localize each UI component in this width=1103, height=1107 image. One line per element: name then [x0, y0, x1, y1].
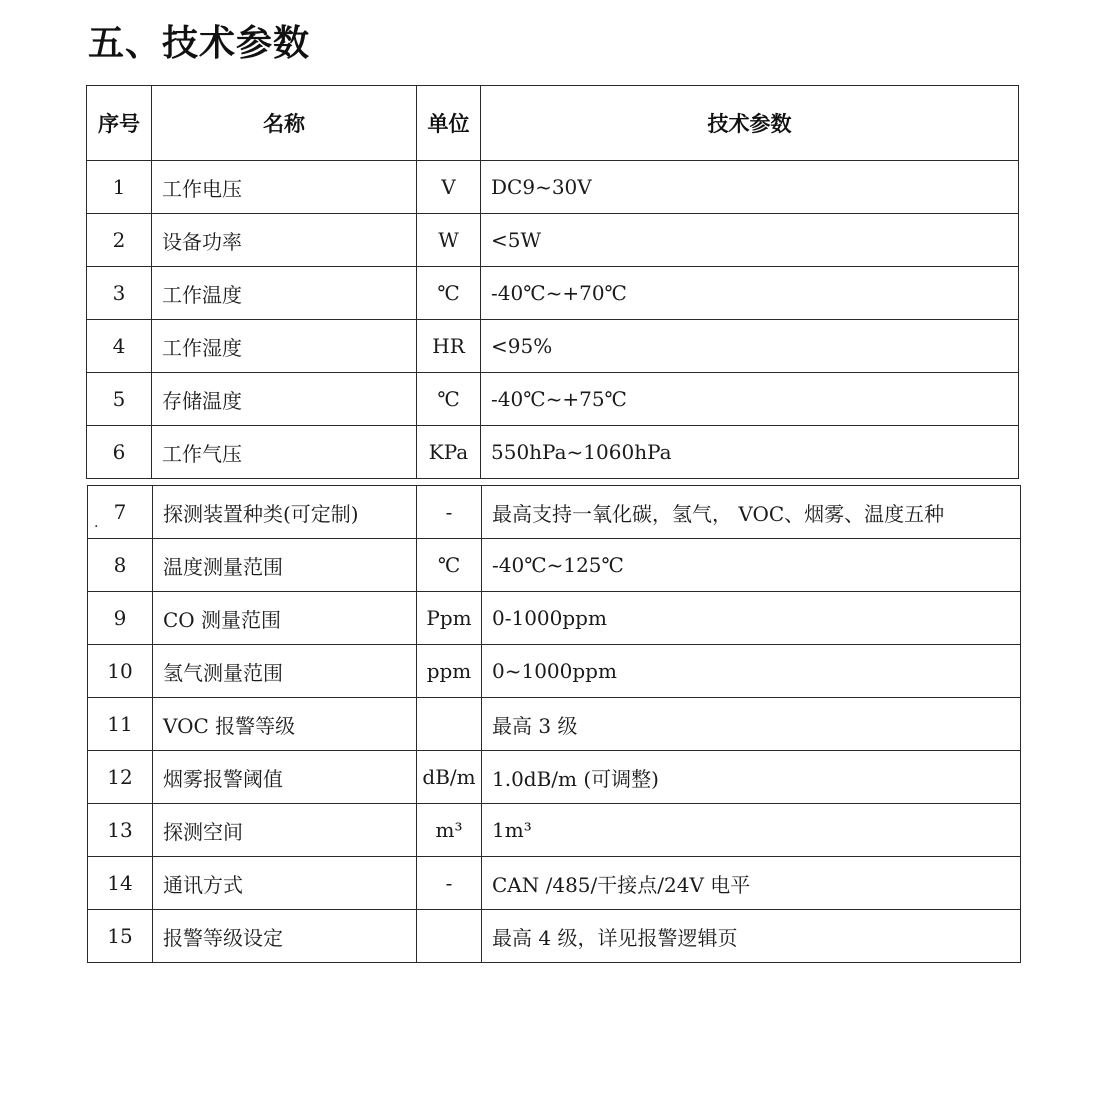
row-name: 探测空间 [153, 804, 417, 857]
stray-dot-mark: . [94, 515, 99, 531]
section-title: 五、技术参数 [88, 23, 311, 64]
row-param: -40℃~+75℃ [481, 373, 1019, 426]
row-number: 13 [88, 804, 153, 857]
header-param: 技术参数 [481, 86, 1019, 161]
row-number: 14 [88, 857, 153, 910]
row-number: 9 [88, 592, 153, 645]
row-number: 4 [87, 320, 152, 373]
table-header-row [87, 86, 1019, 161]
table-row [88, 857, 1021, 910]
row-unit [417, 698, 482, 751]
row-unit: ℃ [417, 267, 481, 320]
row-number: 11 [88, 698, 153, 751]
row-name: 报警等级设定 [153, 910, 417, 963]
row-name: 通讯方式 [153, 857, 417, 910]
row-name: 工作温度 [152, 267, 417, 320]
row-unit: W [417, 214, 481, 267]
header-name: 名称 [152, 86, 417, 161]
row-name: 工作气压 [152, 426, 417, 479]
row-unit: m³ [417, 804, 482, 857]
row-unit: - [417, 857, 482, 910]
row-number: 15 [88, 910, 153, 963]
row-param: CAN /485/干接点/24V 电平 [482, 857, 1021, 910]
row-name: 氢气测量范围 [153, 645, 417, 698]
row-name: CO 测量范围 [153, 592, 417, 645]
row-name: 烟雾报警阈值 [153, 751, 417, 804]
table-row [88, 804, 1021, 857]
row-name: 温度测量范围 [153, 539, 417, 592]
row-unit: ℃ [417, 373, 481, 426]
table-row [87, 426, 1019, 479]
row-number: 2 [87, 214, 152, 267]
row-name: VOC 报警等级 [153, 698, 417, 751]
row-param: <5W [481, 214, 1019, 267]
table-row [88, 751, 1021, 804]
row-param: 最高 4 级，详见报警逻辑页 [482, 910, 1021, 963]
row-number: 1 [87, 161, 152, 214]
row-param: 1.0dB/m (可调整) [482, 751, 1021, 804]
row-name: 工作湿度 [152, 320, 417, 373]
table-row [87, 373, 1019, 426]
row-unit: V [417, 161, 481, 214]
row-number: 8 [88, 539, 153, 592]
row-unit: KPa [417, 426, 481, 479]
row-unit: - [417, 486, 482, 539]
row-param: 0-1000ppm [482, 592, 1021, 645]
row-param: 0~1000ppm [482, 645, 1021, 698]
header-unit: 单位 [417, 86, 481, 161]
spec-table-bottom [87, 485, 1021, 963]
row-name: 设备功率 [152, 214, 417, 267]
table-row [88, 698, 1021, 751]
row-param: 550hPa~1060hPa [481, 426, 1019, 479]
row-name: 探测装置种类(可定制) [153, 486, 417, 539]
row-name: 存储温度 [152, 373, 417, 426]
row-param: DC9~30V [481, 161, 1019, 214]
table-row [87, 267, 1019, 320]
row-param: <95% [481, 320, 1019, 373]
table-row [88, 910, 1021, 963]
table-row [87, 161, 1019, 214]
row-unit: ppm [417, 645, 482, 698]
table-row [88, 645, 1021, 698]
row-unit: ℃ [417, 539, 482, 592]
row-unit [417, 910, 482, 963]
row-unit: dB/m [417, 751, 482, 804]
row-unit: HR [417, 320, 481, 373]
row-param: 最高 3 级 [482, 698, 1021, 751]
table-row [87, 214, 1019, 267]
row-param: -40℃~125℃ [482, 539, 1021, 592]
row-number: 6 [87, 426, 152, 479]
row-number: 3 [87, 267, 152, 320]
row-number: 10 [88, 645, 153, 698]
table-row [88, 592, 1021, 645]
table-row [87, 320, 1019, 373]
header-no: 序号 [87, 86, 152, 161]
row-param: 1m³ [482, 804, 1021, 857]
row-name: 工作电压 [152, 161, 417, 214]
row-number: 12 [88, 751, 153, 804]
row-unit: Ppm [417, 592, 482, 645]
row-number: 5 [87, 373, 152, 426]
table-row [88, 486, 1021, 539]
spec-table-top [86, 85, 1019, 479]
row-param: 最高支持一氧化碳，氢气， VOC、烟雾、温度五种 [482, 486, 1021, 539]
row-param: -40℃~+70℃ [481, 267, 1019, 320]
table-row [88, 539, 1021, 592]
row-number: 7 [88, 486, 153, 539]
